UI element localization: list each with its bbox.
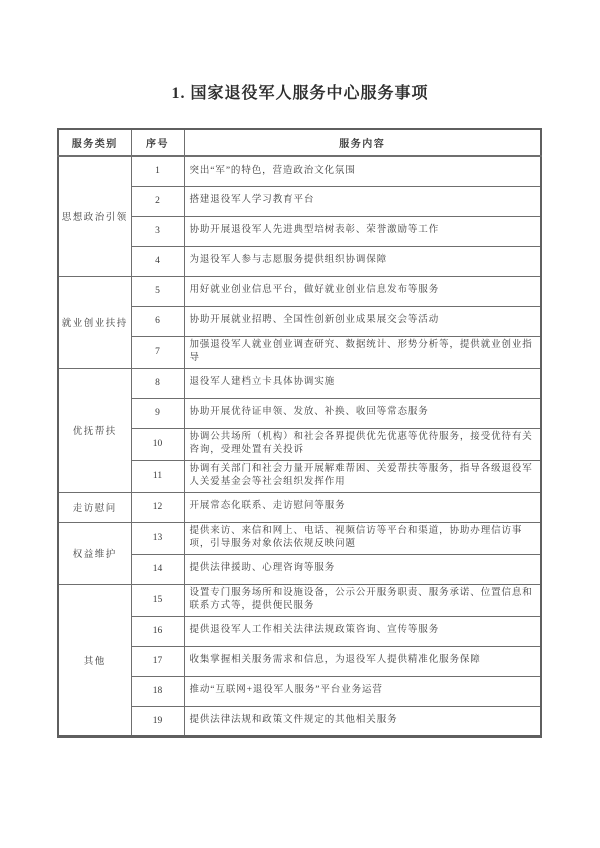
serial-number-cell: 11 [131,460,184,492]
serial-number-cell: 7 [131,336,184,368]
service-content-cell: 收集掌握相关服务需求和信息，为退役军人提供精准化服务保障 [184,646,541,676]
table-row [58,584,541,616]
table-row [58,186,541,216]
category-cell: 走访慰问 [58,492,131,522]
category-cell: 其他 [58,584,131,736]
service-content-cell: 设置专门服务场所和设施设备，公示公开服务职责、服务承诺、位置信息和联系方式等，提供便民服务 [184,584,541,616]
table-row [58,156,541,186]
category-cell: 权益维护 [58,522,131,584]
table-row [58,706,541,736]
serial-number-cell: 2 [131,186,184,216]
table-header-row [58,129,541,156]
serial-number-cell: 5 [131,276,184,306]
service-content-cell: 推动“互联网+退役军人服务”平台业务运营 [184,676,541,706]
serial-number-cell: 16 [131,616,184,646]
serial-number-cell: 15 [131,584,184,616]
table-row [58,398,541,428]
category-cell: 优抚帮扶 [58,368,131,492]
serial-number-cell: 19 [131,706,184,736]
service-content-cell: 搭建退役军人学习教育平台 [184,186,541,216]
service-content-cell: 开展常态化联系、走访慰问等服务 [184,492,541,522]
service-content-cell: 退役军人建档立卡具体协调实施 [184,368,541,398]
serial-number-cell: 10 [131,428,184,460]
serial-number-cell: 12 [131,492,184,522]
service-content-cell: 提供法律法规和政策文件规定的其他相关服务 [184,706,541,736]
table-row [58,246,541,276]
category-cell: 思想政治引领 [58,156,131,276]
service-content-cell: 突出“军”的特色，营造政治文化氛围 [184,156,541,186]
table-row [58,616,541,646]
table-row [58,306,541,336]
table-row [58,216,541,246]
serial-number-cell: 14 [131,554,184,584]
service-content-cell: 协助开展优待证申领、发放、补换、收回等常态服务 [184,398,541,428]
table-row [58,276,541,306]
table-row [58,646,541,676]
service-content-cell: 提供退役军人工作相关法律法规政策咨询、宣传等服务 [184,616,541,646]
service-table [57,128,542,738]
serial-number-cell: 13 [131,522,184,554]
service-content-cell: 提供来访、来信和网上、电话、视频信访等平台和渠道，协助办理信访事项，引导服务对象依法依规反映问题 [184,522,541,554]
table-row [58,368,541,398]
serial-number-cell: 3 [131,216,184,246]
table-body [58,156,541,736]
service-content-cell: 加强退役军人就业创业调查研究、数据统计、形势分析等，提供就业创业指导 [184,336,541,368]
table-row [58,676,541,706]
serial-number-cell: 9 [131,398,184,428]
serial-number-cell: 17 [131,646,184,676]
service-content-cell: 提供法律援助、心理咨询等服务 [184,554,541,584]
header-service-content: 服务内容 [184,129,541,156]
serial-number-cell: 18 [131,676,184,706]
table-row [58,522,541,554]
table-row [58,492,541,522]
serial-number-cell: 4 [131,246,184,276]
header-serial-number: 序号 [131,129,184,156]
table-row [58,460,541,492]
service-content-cell: 协调有关部门和社会力量开展解难帮困、关爱帮扶等服务，指导各级退役军人关爱基金会等社会组织发挥作用 [184,460,541,492]
serial-number-cell: 6 [131,306,184,336]
category-cell: 就业创业扶持 [58,276,131,368]
service-content-cell: 协调公共场所（机构）和社会各界提供优先优惠等优待服务，接受优待有关咨询，受理处置有关投诉 [184,428,541,460]
table-row [58,554,541,584]
service-content-cell: 用好就业创业信息平台，做好就业创业信息发布等服务 [184,276,541,306]
header-service-category: 服务类别 [58,129,131,156]
serial-number-cell: 8 [131,368,184,398]
page-title: 1. 国家退役军人服务中心服务事项 [171,85,429,102]
service-content-cell: 协助开展退役军人先进典型培树表彰、荣誉激励等工作 [184,216,541,246]
service-content-cell: 为退役军人参与志愿服务提供组织协调保障 [184,246,541,276]
service-content-cell: 协助开展就业招聘、全国性创新创业成果展交会等活动 [184,306,541,336]
table-row [58,336,541,368]
serial-number-cell: 1 [131,156,184,186]
table-row [58,428,541,460]
